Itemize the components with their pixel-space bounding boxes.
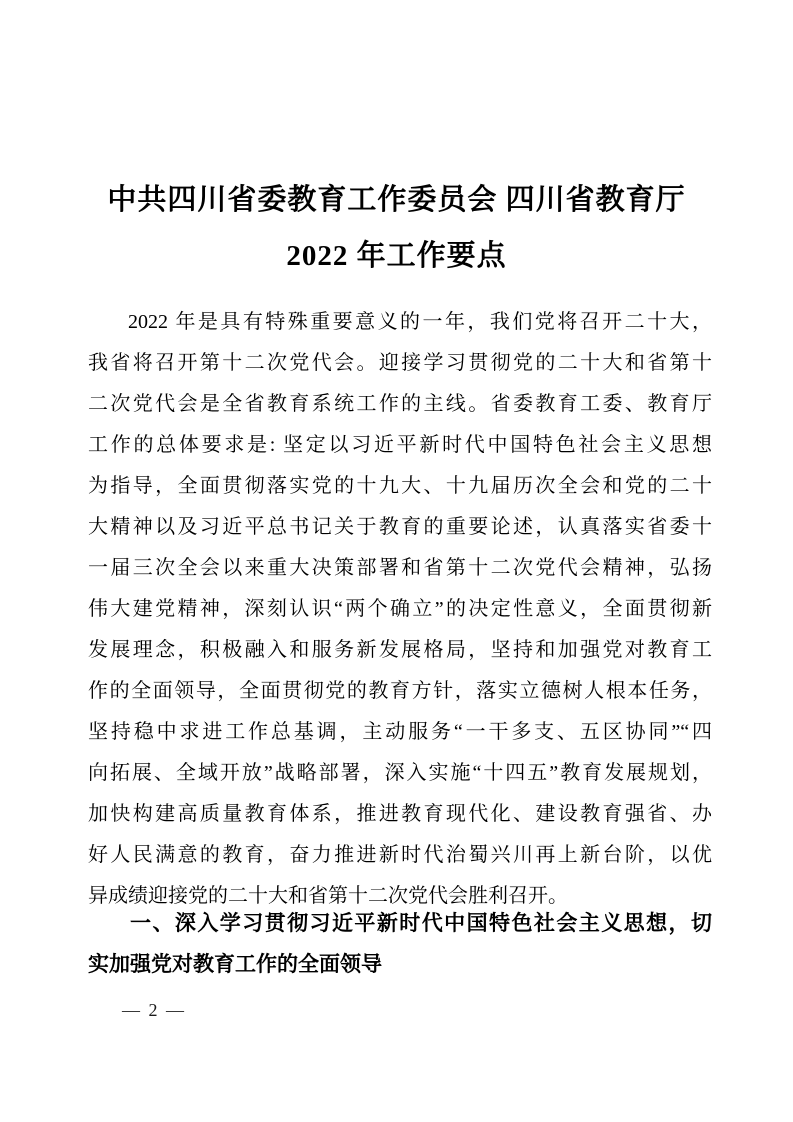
section-heading-line2: 实加强党对教育工作的全面领导 [88, 953, 382, 976]
body-line: 二次党代会是全省教育系统工作的主线。省委教育工委、教育厅 [88, 393, 712, 415]
body-line: 好人民满意的教育，奋力推进新时代治蜀兴川再上新台阶，以优 [88, 844, 712, 866]
body-line: 加快构建高质量教育体系，推进教育现代化、建设教育强省、办 [88, 803, 712, 825]
body-line: 向拓展、全域开放”战略部署，深入实施“十四五”教育发展规划， [88, 762, 712, 784]
body-line: 为指导，全面贯彻落实党的十九大、十九届历次全会和党的二十 [88, 475, 712, 497]
body-line: 大精神以及习近平总书记关于教育的重要论述，认真落实省委十 [88, 516, 712, 538]
body-line: 作的全面领导，全面贯彻党的教育方针，落实立德树人根本任务， [88, 680, 712, 702]
document-paragraph [88, 302, 712, 917]
body-line: 发展理念，积极融入和服务新发展格局，坚持和加强党对教育工 [88, 639, 712, 661]
body-line: 2022 年是具有特殊重要意义的一年，我们党将召开二十大， [128, 311, 712, 333]
section-heading-line1: 一、深入学习贯彻习近平新时代中国特色社会主义思想，切 [130, 912, 712, 935]
body-line: 坚持稳中求进工作总基调，主动服务“一干多支、五区协同”“四 [88, 721, 712, 743]
document-title-line1: 中共四川省委教育工作委员会 四川省教育厅 [107, 184, 686, 216]
body-line: 伟大建党精神，深刻认识“两个确立”的决定性意义，全面贯彻新 [88, 598, 712, 620]
section-heading [88, 903, 712, 985]
document-title [0, 172, 793, 284]
body-line: 异成绩迎接党的二十大和省第十二次党代会胜利召开。 [88, 885, 568, 907]
document-title-line2: 2022 年工作要点 [286, 240, 507, 272]
page-number: — 2 — [122, 1000, 186, 1020]
body-line: 我省将召开第十二次党代会。迎接学习贯彻党的二十大和省第十 [88, 352, 712, 374]
body-line: 工作的总体要求是: 坚定以习近平新时代中国特色社会主义思想 [88, 434, 712, 456]
body-line: 一届三次全会以来重大决策部署和省第十二次党代会精神，弘扬 [88, 557, 712, 579]
